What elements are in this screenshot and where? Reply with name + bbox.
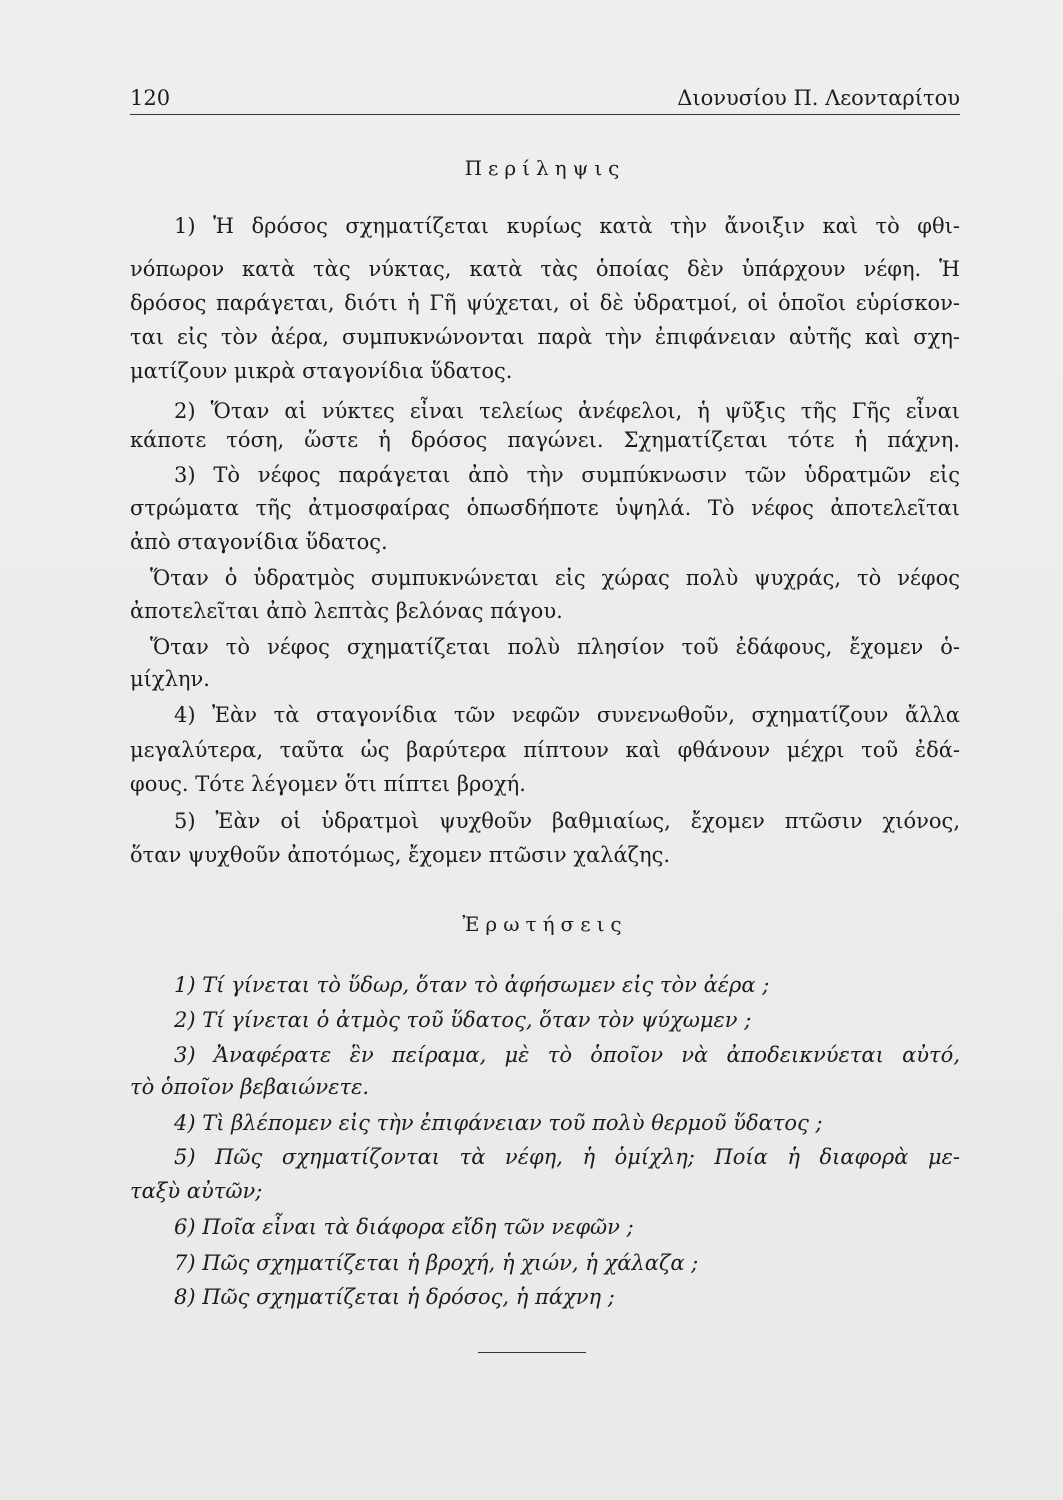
question-line: 3) Ἀναφέρατε ἓν πείραμα, μὲ τὸ ὁποῖον νὰ ἀποδεικνύεται αὐτό,	[174, 1043, 960, 1067]
summary-line: ται εἰς τὸν ἀέρα, συμπυκνώνονται παρὰ τὴν ἐπιφάνειαν αὐτῆς καὶ σχη-	[130, 325, 960, 349]
summary-line: μεγαλύτερα, ταῦτα ὡς βαρύτερα πίπτουν καὶ φθάνουν μέχρι τοῦ ἐδά-	[130, 738, 960, 762]
end-rule	[478, 1352, 586, 1353]
summary-title: Περίληψις	[464, 156, 626, 180]
summary-line: 1) Ἡ δρόσος σχηματίζεται κυρίως κατὰ τὴν ἄνοιξιν καὶ τὸ φθι-	[174, 214, 960, 238]
summary-line: 3) Τὸ νέφος παράγεται ἀπὸ τὴν συμπύκνωσιν τῶν ὑδρατμῶν εἰς	[174, 463, 960, 487]
summary-line: στρώματα τῆς ἀτμοσφαίρας ὁπωσδήποτε ὑψηλά. Τὸ νέφος ἀποτελεῖται	[130, 496, 960, 520]
running-head-author: Διονυσίου Π. Λεονταρίτου	[677, 86, 960, 110]
summary-line: 5) Ἐὰν οἱ ὑδρατμοὶ ψυχθοῦν βαθμιαίως, ἔχομεν πτῶσιν χιόνος,	[174, 809, 960, 833]
question-line: 5) Πῶς σχηματίζονται τὰ νέφη, ἡ ὁμίχλη; Ποία ἡ διαφορὰ με-	[174, 1145, 960, 1169]
summary-line: φους. Τότε λέγομεν ὅτι πίπτει βροχή.	[130, 772, 526, 796]
question-line: 2) Τί γίνεται ὁ ἀτμὸς τοῦ ὕδατος, ὅταν τὸν ψύχωμεν ;	[174, 1008, 752, 1032]
summary-line: 2) Ὅταν αἱ νύκτες εἶναι τελείως ἀνέφελοι, ἡ ψῦξις τῆς Γῆς εἶναι	[174, 399, 960, 423]
summary-line: Ὅταν ὁ ὑδρατμὸς συμπυκνώνεται εἰς χώρας πολὺ ψυχράς, τὸ νέφος	[150, 566, 960, 590]
summary-line: κάποτε τόση, ὥστε ἡ δρόσος παγώνει. Σχηματίζεται τότε ἡ πάχνη.	[130, 428, 960, 452]
question-line: 1) Τί γίνεται τὸ ὕδωρ, ὅταν τὸ ἀφήσωμεν εἰς τὸν ἀέρα ;	[174, 973, 770, 997]
summary-line: μίχλην.	[130, 667, 210, 691]
question-line: 4) Τὶ βλέπομεν εἰς τὴν ἐπιφάνειαν τοῦ πολὺ θερμοῦ ὕδατος ;	[174, 1111, 823, 1135]
summary-line: ὅταν ψυχθοῦν ἀποτόμως, ἔχομεν πτῶσιν χαλάζης.	[130, 843, 671, 867]
question-line: 8) Πῶς σχηματίζεται ἡ δρόσος, ἡ πάχνη ;	[174, 1285, 615, 1309]
question-line: ταξὺ αὐτῶν;	[130, 1179, 263, 1203]
summary-line: νόπωρον κατὰ τὰς νύκτας, κατὰ τὰς ὁποίας δὲν ὑπάρχουν νέφη. Ἡ	[130, 257, 960, 281]
question-line: 7) Πῶς σχηματίζεται ἡ βροχή, ἡ χιών, ἡ χάλαζα ;	[174, 1251, 699, 1275]
page-header	[130, 84, 960, 115]
questions-title: Ἐρωτήσεις	[462, 912, 628, 936]
page-number: 120	[130, 86, 171, 110]
summary-line: ἀπὸ σταγονίδια ὕδατος.	[130, 530, 388, 554]
question-line: τὸ ὁποῖον βεβαιώνετε.	[130, 1075, 370, 1099]
summary-line: δρόσος παράγεται, διότι ἡ Γῆ ψύχεται, οἱ δὲ ὑδρατμοί, οἱ ὁποῖοι εὑρίσκον-	[130, 291, 960, 315]
summary-line: 4) Ἐὰν τὰ σταγονίδια τῶν νεφῶν συνενωθοῦν, σχηματίζουν ἄλλα	[174, 703, 960, 727]
summary-line: ματίζουν μικρὰ σταγονίδια ὕδατος.	[130, 359, 513, 383]
question-line: 6) Ποῖα εἶναι τὰ διάφορα εἴδη τῶν νεφῶν ;	[174, 1215, 634, 1239]
summary-line: ἀποτελεῖται ἀπὸ λεπτὰς βελόνας πάγου.	[130, 599, 563, 623]
summary-line: Ὅταν τὸ νέφος σχηματίζεται πολὺ πλησίον τοῦ ἐδάφους, ἔχομεν ὁ-	[150, 635, 960, 659]
